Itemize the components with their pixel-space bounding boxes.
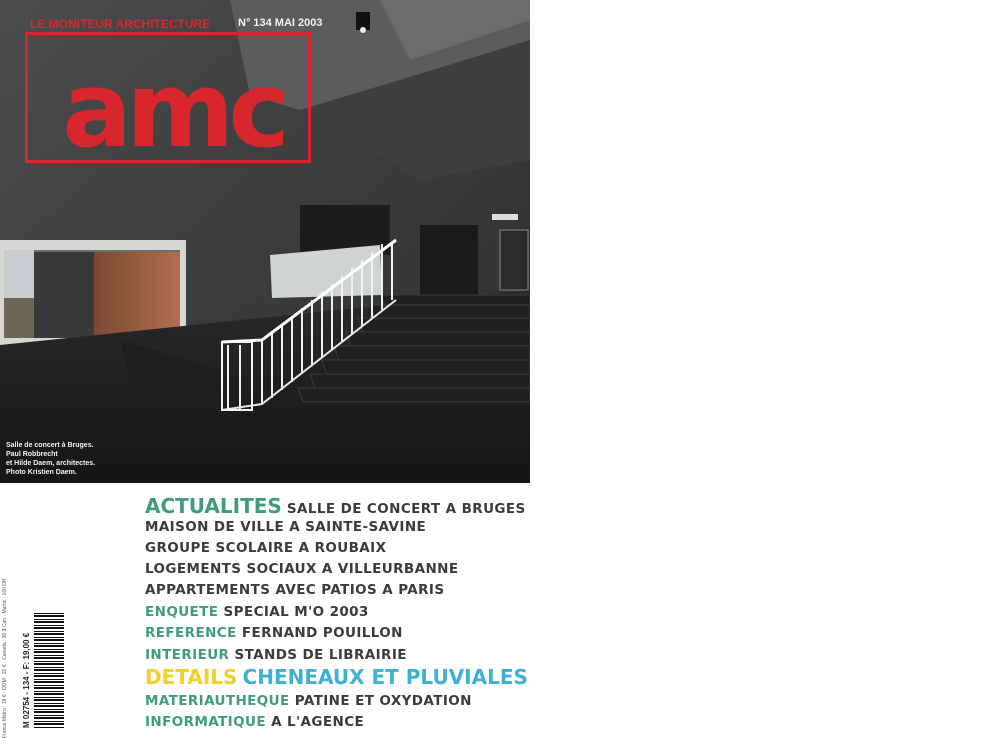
toc-entry bbox=[145, 519, 426, 535]
caption-line: Salle de concert à Bruges. bbox=[6, 442, 94, 449]
barcode bbox=[22, 612, 64, 728]
toc-entry bbox=[145, 604, 369, 620]
caption-line: Paul Robbrecht bbox=[6, 451, 58, 458]
toc-title: MAISON DE VILLE A SAINTE-SAVINE bbox=[145, 519, 427, 535]
toc-entry bbox=[145, 625, 403, 641]
toc-entry bbox=[145, 540, 386, 556]
toc-entry bbox=[145, 714, 364, 730]
publisher-name: LE MONITEUR ARCHITECTURE bbox=[30, 17, 211, 31]
toc-title: FERNAND POUILLON bbox=[241, 625, 403, 641]
issue-number: N° 134 MAI 2003 bbox=[238, 17, 323, 29]
toc-entry bbox=[145, 582, 444, 598]
toc-section: INFORMATIQUE bbox=[145, 714, 266, 730]
toc-section: DETAILS bbox=[145, 665, 238, 689]
caption-line: et Hilde Daem, architectes. bbox=[6, 460, 96, 467]
toc-title: PATINE ET OXYDATION bbox=[294, 693, 472, 709]
toc-entry bbox=[145, 647, 407, 663]
toc-title: GROUPE SCOLAIRE A ROUBAIX bbox=[145, 540, 387, 556]
toc-section: INTERIEUR bbox=[145, 647, 230, 663]
caption-line: Photo Kristien Daem. bbox=[6, 469, 77, 476]
logo-text: amc bbox=[62, 49, 285, 171]
toc-section: ACTUALITES bbox=[145, 494, 282, 518]
toc-title: APPARTEMENTS AVEC PATIOS A PARIS bbox=[145, 582, 445, 598]
toc-title: SALLE DE CONCERT A BRUGES bbox=[286, 501, 526, 517]
toc-title: STANDS DE LIBRAIRIE bbox=[234, 647, 407, 663]
amc-logo bbox=[25, 32, 311, 171]
toc-entry bbox=[145, 693, 472, 709]
barcode-bars bbox=[34, 612, 64, 728]
toc-title: CHENEAUX ET PLUVIALES bbox=[242, 665, 528, 689]
barcode-number: M 02754 - 134 - F: 19,00 € bbox=[22, 632, 31, 728]
toc-entry bbox=[145, 665, 528, 689]
toc-section: ENQUETE bbox=[145, 604, 219, 620]
toc-section: REFERENCE bbox=[145, 625, 237, 641]
toc-title: SPECIAL M'O 2003 bbox=[223, 604, 369, 620]
price-list: France Métro : 19 € - DOM : 22 € - Canada : 30 $ Can - Maroc : 160 DH bbox=[2, 578, 8, 738]
toc-section: MATERIAUTHEQUE bbox=[145, 693, 290, 709]
cover-photo bbox=[0, 0, 530, 483]
toc-entry bbox=[145, 494, 526, 518]
price-sidebar bbox=[2, 548, 18, 748]
toc-title: LOGEMENTS SOCIAUX A VILLEURBANNE bbox=[145, 561, 459, 577]
photo-caption bbox=[6, 441, 95, 477]
toc-title: A L'AGENCE bbox=[271, 714, 365, 730]
toc-entry bbox=[145, 561, 458, 577]
